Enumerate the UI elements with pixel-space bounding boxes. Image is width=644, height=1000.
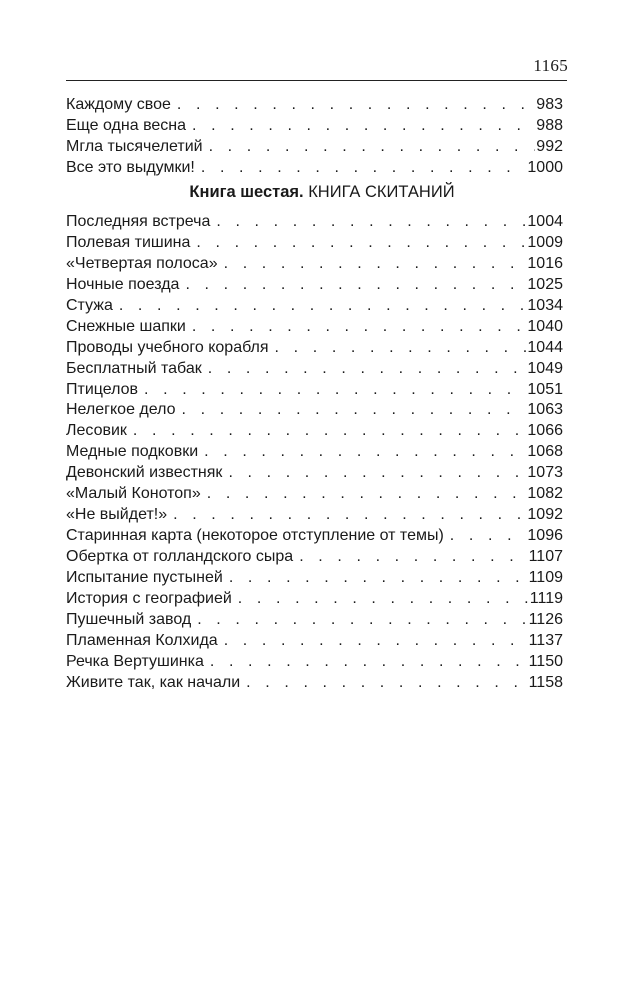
dot-leader [192, 116, 535, 137]
toc-entry [66, 568, 563, 589]
toc-entry-page: 1063 [527, 401, 563, 419]
toc-entry-title: Живите так, как начали [66, 673, 241, 691]
dot-leader [133, 421, 526, 442]
toc-entry-page: 1119 [529, 589, 563, 607]
toc-entry-page: 1025 [527, 275, 563, 293]
toc-entry-page: 1096 [527, 527, 563, 545]
toc-entry-page: 1107 [528, 548, 563, 565]
toc-entry-title: «Малый Конотоп» [66, 485, 201, 503]
toc-entry-page: 1068 [527, 443, 563, 461]
dot-leader [216, 212, 526, 233]
dot-leader [246, 673, 527, 694]
toc-entry [66, 158, 563, 179]
dot-leader [207, 484, 527, 505]
dot-leader [173, 505, 526, 526]
toc-entry-title: Стужа [66, 296, 113, 314]
toc-entry-page: 1109 [528, 568, 563, 586]
dot-leader [119, 296, 527, 317]
toc-entry [66, 610, 563, 631]
toc-entry [66, 359, 563, 380]
toc-entry [66, 442, 563, 463]
section-heading [0, 183, 644, 202]
section-book-title: КНИГА СКИТАНИЙ [308, 183, 455, 201]
toc-entry-title: Старинная карта (некоторое отступление от темы) [66, 527, 444, 545]
dot-leader [177, 95, 535, 116]
toc-entry [66, 673, 563, 694]
toc-entry-title: История с географией [66, 589, 232, 607]
dot-leader [299, 547, 527, 568]
toc-entry-title: Последняя встреча [66, 213, 211, 230]
toc-entry [66, 400, 563, 421]
toc-entry [66, 212, 563, 233]
dot-leader [197, 610, 527, 631]
toc-entry-title: Полевая тишина [66, 233, 191, 251]
toc-entry-title: Испытание пустыней [66, 568, 223, 586]
toc-entry-title: Пламенная Колхида [66, 631, 218, 649]
toc-entry [66, 116, 563, 137]
toc-entry [66, 275, 563, 296]
toc-entry-page: 1150 [528, 652, 563, 670]
toc-entry [66, 631, 563, 652]
toc-entry-page: 1044 [527, 338, 563, 356]
toc-entry-page: 983 [536, 96, 563, 113]
toc-entry-title: Каждому свое [66, 96, 171, 113]
dot-leader [229, 568, 528, 589]
dot-leader [192, 317, 527, 338]
toc-entry-page: 1040 [527, 317, 563, 335]
toc-entry [66, 589, 563, 610]
toc-entry-page: 1049 [527, 359, 563, 377]
toc-entry [66, 652, 563, 673]
dot-leader [210, 652, 528, 673]
toc-entry-title: Птицелов [66, 380, 139, 398]
toc-entry [66, 233, 563, 254]
toc-entry [66, 95, 563, 116]
toc-entry-title: Пушечный завод [66, 610, 192, 628]
toc-entry [66, 547, 563, 568]
toc-entry-page: 1137 [528, 631, 563, 649]
toc-entry-page: 1009 [527, 233, 563, 251]
toc-entry-title: «Не выйдет!» [66, 506, 168, 524]
toc-entry-page: 1092 [527, 506, 563, 524]
toc-entry-title: Обертка от голландского сыра [66, 548, 294, 565]
dot-leader [185, 275, 526, 296]
toc-entry [66, 421, 563, 442]
toc-entry-page: 1073 [527, 464, 563, 482]
toc-entry-page: 1034 [527, 296, 563, 314]
dot-leader [201, 158, 527, 179]
toc-entry [66, 296, 563, 317]
toc-entry-page: 1051 [527, 380, 563, 398]
dot-leader [182, 400, 527, 421]
toc-entry-title: Бесплатный табак [66, 359, 202, 377]
dot-leader [224, 254, 527, 275]
dot-leader [238, 589, 529, 610]
dot-leader [209, 137, 536, 158]
toc-entry-title: Речка Вертушинка [66, 652, 204, 670]
toc-entry-page: 1000 [527, 158, 563, 176]
toc-entry-title: «Четвертая полоса» [66, 254, 218, 272]
toc-entry-page: 1126 [528, 610, 563, 628]
dot-leader [144, 380, 526, 401]
toc-entry-title: Ночные поезда [66, 275, 180, 293]
dot-leader [204, 442, 526, 463]
toc-entry [66, 505, 563, 526]
toc-entry-page: 1158 [528, 673, 563, 691]
toc-entry-page: 1004 [527, 213, 563, 230]
dot-leader [228, 463, 526, 484]
toc-entry-title: Медные подковки [66, 443, 199, 461]
dot-leader [224, 631, 528, 652]
toc-entry-title: Еще одна весна [66, 116, 187, 134]
toc-entry [66, 484, 563, 505]
toc-entry [66, 380, 563, 401]
toc-entry-title: Все это выдумки! [66, 158, 195, 176]
toc-entry-title: Нелегкое дело [66, 401, 176, 419]
section-book-label: Книга шестая. [189, 183, 304, 201]
toc-entry-page: 988 [536, 116, 563, 134]
toc-entry [66, 338, 563, 359]
dot-leader [196, 233, 526, 254]
toc-entry [66, 254, 563, 275]
toc-entry-title: Лесовик [66, 422, 127, 440]
toc-entry-title: Снежные шапки [66, 317, 186, 335]
toc-entry-page: 992 [536, 137, 563, 155]
toc-entry [66, 463, 563, 484]
toc-entry-title: Проводы учебного корабля [66, 338, 269, 356]
toc-entry-page: 1066 [527, 422, 563, 440]
toc-entry-title: Мгла тысячелетий [66, 137, 203, 155]
dot-leader [450, 526, 527, 547]
header-rule [66, 80, 567, 81]
page-number: 1165 [533, 56, 568, 75]
toc-entry [66, 526, 563, 547]
dot-leader [208, 359, 527, 380]
toc-entry-page: 1016 [527, 254, 563, 272]
toc-list-after [66, 212, 563, 694]
toc-list-before [66, 95, 563, 179]
toc-entry-title: Девонский известняк [66, 464, 223, 482]
toc-entry [66, 317, 563, 338]
toc-entry [66, 137, 563, 158]
dot-leader [275, 338, 527, 359]
toc-entry-page: 1082 [527, 485, 563, 503]
